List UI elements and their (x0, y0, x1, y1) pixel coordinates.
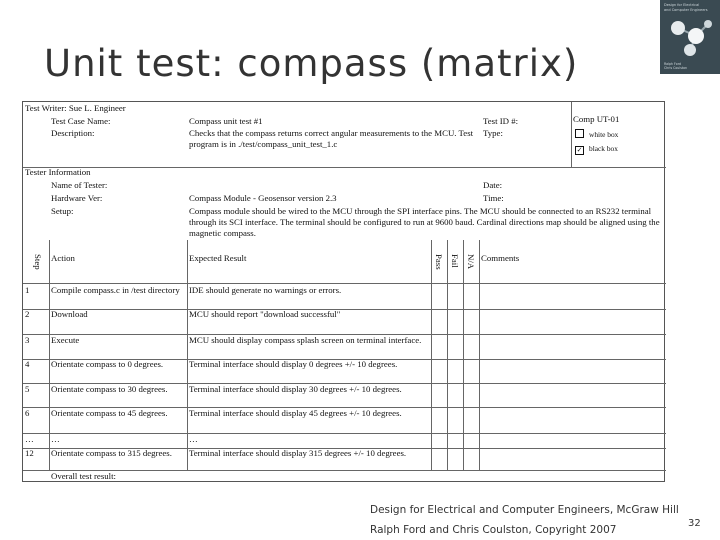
pass-column-header: Pass (434, 254, 444, 270)
table-row-action: Download (51, 309, 88, 319)
table-row-step: … (25, 434, 34, 444)
table-row-expected: Terminal interface should display 45 degrees +/- 10 degrees. (189, 408, 402, 418)
table-row-expected: IDE should generate no warnings or errors. (189, 285, 342, 295)
description-value: Checks that the compass returns correct angular measurements to the MCU. Test program is in ./test/compass_unit_test_1.c (189, 128, 474, 149)
table-row-action: Orientate compass to 30 degrees. (51, 384, 168, 394)
table-row-expected: Terminal interface should display 0 degrees +/- 10 degrees. (189, 359, 398, 369)
test-id-value: Comp UT-01 (573, 114, 620, 124)
table-row-action: Orientate compass to 0 degrees. (51, 359, 164, 369)
table-row-action: Execute (51, 335, 80, 345)
footer-line: Ralph Ford and Chris Coulston, Copyright 2007 (370, 524, 617, 536)
test-matrix-table (22, 101, 665, 482)
molecule-graphic (666, 14, 714, 58)
table-row-step: 5 (25, 384, 30, 394)
type-option-black-box (575, 143, 618, 155)
tester-info-label: Tester Information (25, 167, 91, 177)
slide-footer (370, 500, 679, 540)
book-cover-title (664, 3, 708, 12)
table-row-action: Orientate compass to 45 degrees. (51, 408, 168, 418)
description-label: Description: (51, 128, 95, 138)
test-writer: Test Writer: Sue L. Engineer (25, 103, 126, 113)
white-box-checkbox[interactable] (575, 129, 584, 138)
grid-line (479, 240, 480, 470)
grid-line (463, 240, 464, 470)
grid-line (23, 433, 666, 434)
test-case-name-label: Test Case Name: (51, 116, 111, 126)
table-row-action: … (51, 434, 60, 444)
overall-test-result-label: Overall test result: (51, 471, 116, 481)
na-column-header: N/A (466, 254, 476, 270)
table-row-expected: Terminal interface should display 315 degrees +/- 10 degrees. (189, 448, 407, 458)
grid-line (447, 240, 448, 470)
table-row-step: 2 (25, 309, 30, 319)
table-row-step: 12 (25, 448, 34, 458)
table-row-step: 3 (25, 335, 30, 345)
table-row-expected: MCU should display compass splash screen on terminal interface. (189, 335, 422, 345)
date-label: Date: (483, 180, 503, 190)
table-row-expected: MCU should report "download successful" (189, 309, 341, 319)
white-box-label: white box (589, 130, 619, 139)
hardware-ver-label: Hardware Ver: (51, 193, 103, 203)
table-row-step: 6 (25, 408, 30, 418)
table-row-expected: … (189, 434, 198, 444)
table-row-expected: Terminal interface should display 30 degrees +/- 10 degrees. (189, 384, 402, 394)
hardware-ver-value: Compass Module - Geosensor version 2.3 (189, 193, 337, 203)
table-row-action: Orientate compass to 315 degrees. (51, 448, 172, 458)
book-cover-author-line: Ralph Ford (664, 62, 681, 66)
expected-result-column-header: Expected Result (189, 253, 247, 263)
grid-line (23, 470, 666, 471)
grid-line (23, 167, 666, 168)
grid-line (431, 240, 432, 470)
black-box-checkbox[interactable]: ✓ (576, 146, 583, 154)
black-box-label: black box (589, 144, 618, 153)
grid-line (571, 102, 572, 167)
footer-line: Design for Electrical and Computer Engineers, McGraw Hill (370, 504, 679, 516)
table-row-step: 1 (25, 285, 30, 295)
test-id-label: Test ID #: (483, 116, 519, 126)
slide-title: Unit test: compass (matrix) (44, 42, 579, 85)
book-cover-title-line: and Computer Engineers (664, 7, 708, 12)
comments-column-header: Comments (481, 253, 520, 263)
setup-label: Setup: (51, 206, 74, 216)
type-option-white-box (575, 129, 618, 140)
step-column-header: Step (33, 254, 43, 270)
table-row-action: Compile compass.c in /test directory (51, 285, 180, 295)
action-column-header: Action (51, 253, 75, 263)
grid-line (49, 240, 50, 470)
name-of-tester-label: Name of Tester: (51, 180, 108, 190)
book-cover-author-line: Chris Coulston (664, 66, 688, 70)
book-cover-authors (664, 62, 687, 70)
page-number: 32 (688, 518, 701, 529)
fail-column-header: Fail (450, 254, 460, 268)
book-cover-image (660, 0, 720, 74)
setup-value: Compass module should be wired to the MCU through the SPI interface pins. The MCU should be connected to an RS232 terminal through its SCI interface. The terminal should be configured to run at 9600 baud. Cardinal directions map should be aligned using the magnetic compass. (189, 206, 660, 238)
type-label: Type: (483, 128, 503, 138)
time-label: Time: (483, 193, 504, 203)
test-case-name-value: Compass unit test #1 (189, 116, 263, 126)
grid-line (23, 283, 666, 284)
table-row-step: 4 (25, 359, 30, 369)
grid-line (187, 240, 188, 470)
book-cover-title-line: Design for Electrical (664, 3, 700, 7)
